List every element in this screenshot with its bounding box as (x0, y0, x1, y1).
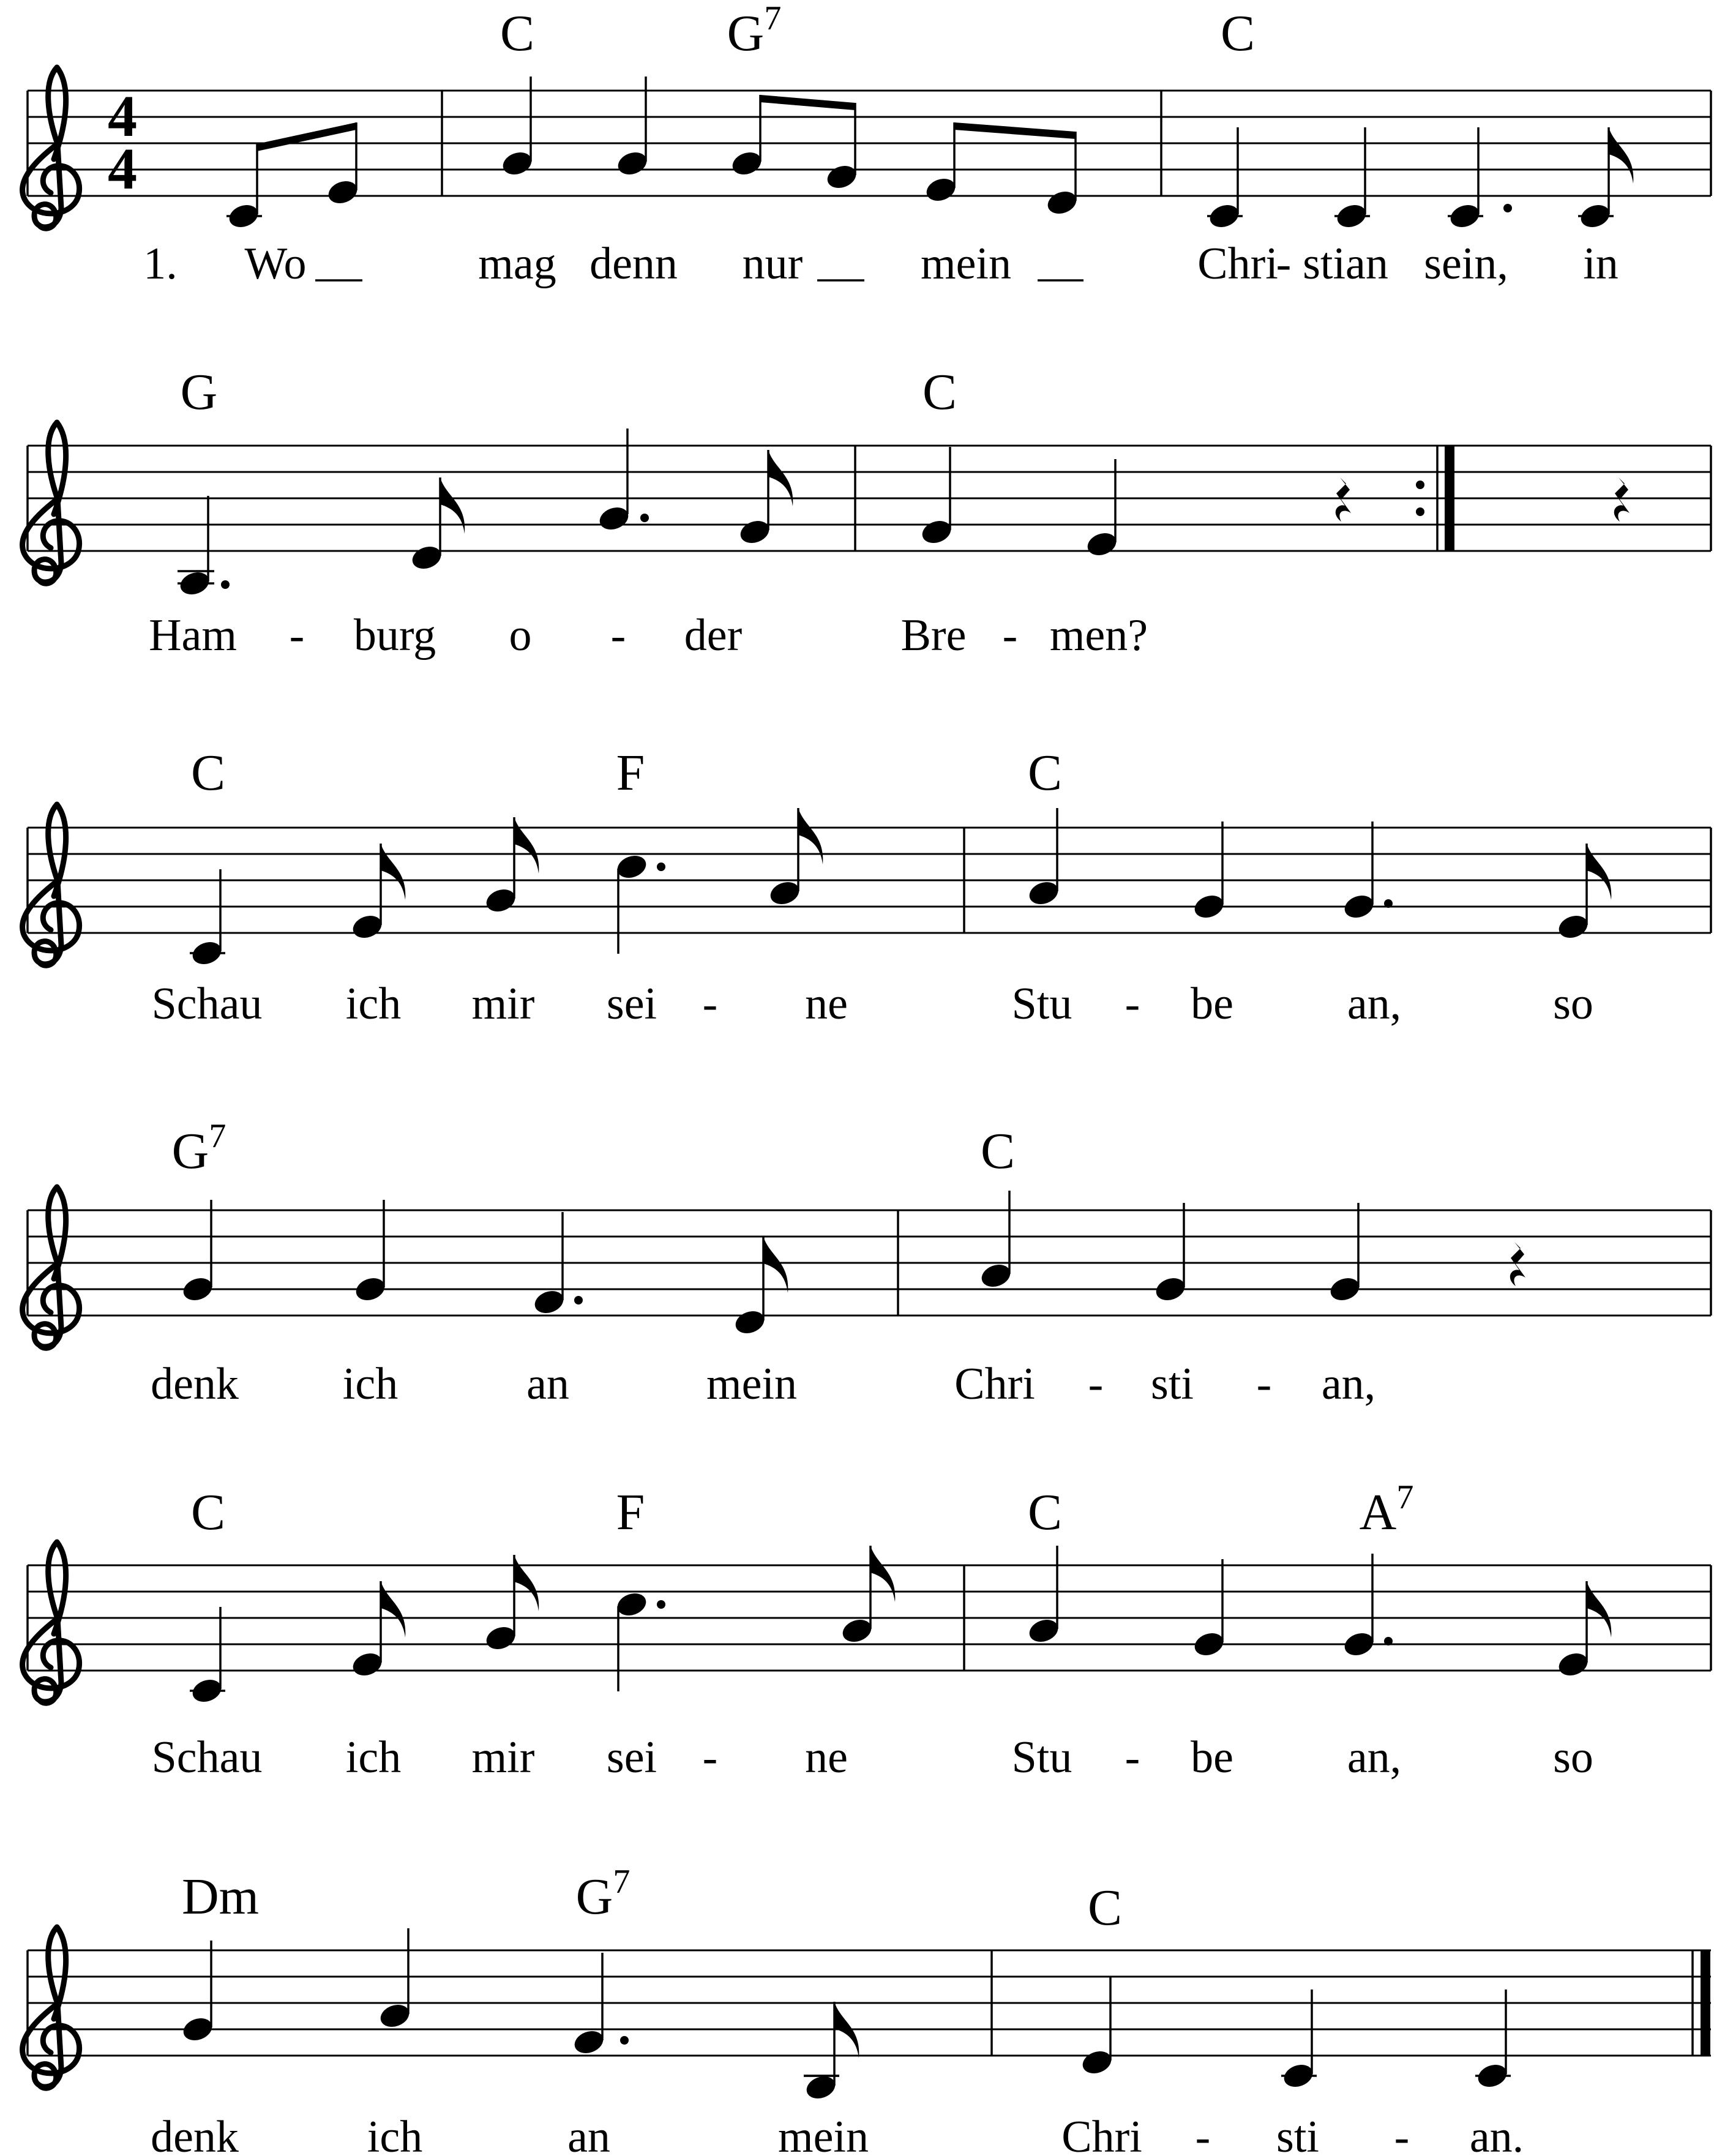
lyrics (152, 1732, 1593, 1783)
time-signature-numerator: 4 (108, 83, 137, 149)
lyric-syllable: - (1002, 610, 1018, 661)
note-head (615, 852, 649, 881)
note-head (1334, 201, 1369, 231)
lyric-syllable: Chri (954, 1359, 1035, 1409)
lyric-syllable: sein, (1424, 239, 1508, 289)
lyric-syllable: denk (151, 2112, 239, 2156)
staff-lines (28, 828, 1711, 933)
lyric-syllable: mir (471, 979, 535, 1029)
lyric-syllable: - (702, 1732, 718, 1783)
flag (870, 1546, 895, 1602)
dot (1503, 204, 1512, 212)
chord-symbols (182, 1863, 1122, 1936)
lyric-syllable: Wo (244, 239, 307, 289)
lyric-syllable: be (1191, 979, 1233, 1029)
note-head (181, 1275, 215, 1304)
note-head (1556, 912, 1591, 941)
lyric-syllable: - (1088, 1359, 1104, 1409)
lyric-syllable: der (684, 610, 743, 661)
lyric-syllable: mein (921, 239, 1011, 289)
chord-symbol: C (980, 1123, 1016, 1180)
lyric-syllable: Chri (1197, 239, 1278, 289)
note-head (1281, 2061, 1316, 2090)
staff-lines (28, 446, 1711, 551)
lyric-syllable: sti (1276, 2112, 1319, 2156)
lyrics (149, 610, 1148, 661)
lyrics (151, 1359, 1375, 1409)
note-head (924, 175, 959, 204)
chord-symbol: $G^7$ (727, 0, 782, 62)
note-head (1192, 892, 1227, 921)
chord-symbol: C (190, 1484, 226, 1541)
repeat-barline (1445, 446, 1454, 551)
note-head (804, 2073, 839, 2102)
chord-symbols (172, 1117, 1015, 1180)
lyric-syllable: burg (353, 610, 436, 661)
note-head (615, 149, 650, 178)
chord-symbol: C (1027, 1484, 1063, 1541)
notes (178, 429, 1711, 598)
note-head (350, 1650, 385, 1679)
note-head (1448, 201, 1483, 231)
note-head (181, 2015, 215, 2044)
note-head (410, 543, 444, 572)
flag (1609, 127, 1633, 184)
final-barline-thick (1701, 1950, 1710, 2056)
note-head (1342, 1630, 1377, 1659)
notes (226, 77, 1711, 231)
lyric-syllable: - (1394, 2112, 1410, 2156)
lyric-syllable: o (509, 610, 532, 661)
chord-symbol: $A^7$ (1359, 1478, 1414, 1541)
system-2 (23, 364, 1711, 661)
chord-symbol: C (1220, 5, 1256, 62)
note-head (825, 162, 859, 192)
note-head (1578, 201, 1613, 231)
chord-symbol: C (1027, 744, 1063, 801)
flag (1587, 1581, 1611, 1638)
note-head (350, 912, 385, 941)
note-head (597, 504, 632, 533)
note-head (378, 2001, 413, 2031)
lyric-syllable: mir (471, 1732, 535, 1783)
lyric-syllable: mein (706, 1359, 797, 1409)
system-5 (23, 1478, 1711, 1783)
note-head (1342, 892, 1377, 921)
lyric-syllable: sei (606, 979, 657, 1029)
lyric-syllable: an (526, 1359, 569, 1409)
note-head (326, 178, 361, 207)
lyric-syllable: - (610, 610, 626, 661)
note-head (1328, 1275, 1363, 1304)
system-4 (23, 1117, 1711, 1409)
lyric-syllable: ich (342, 1359, 399, 1409)
system-6 (23, 1863, 1711, 2156)
lyric-syllable: nur (742, 239, 803, 289)
repeat-dot (1416, 507, 1424, 516)
note-head (730, 149, 765, 178)
notes (181, 1928, 1710, 2102)
note-head (500, 149, 535, 178)
note-head (484, 1623, 518, 1653)
flag (514, 1555, 539, 1611)
chord-symbol: Dm (182, 1868, 259, 1925)
lyric-syllable: mein (778, 2112, 869, 2156)
lyric-syllable: Stu (1011, 979, 1072, 1029)
lyric-syllable: sti (1151, 1359, 1194, 1409)
notes (190, 1546, 1711, 1705)
note-head (1085, 530, 1120, 559)
flag (381, 844, 405, 900)
lyric-syllable: ich (345, 1732, 402, 1783)
lyric-syllable: Schau (151, 979, 263, 1029)
dot (574, 1296, 583, 1304)
lyric-syllable: Schau (151, 1732, 263, 1783)
lyric-syllable: ne (805, 979, 848, 1029)
note-head (178, 569, 212, 598)
lyric-syllable: - (1256, 1359, 1272, 1409)
dot (620, 2036, 629, 2045)
lyric-syllable: Bre (900, 610, 967, 661)
lyrics (152, 979, 1593, 1029)
lyric-syllable: - (289, 610, 305, 661)
note-head (1080, 2048, 1115, 2077)
time-signature-denominator: 4 (108, 136, 137, 201)
note-head (919, 517, 954, 547)
system-3 (23, 744, 1711, 1029)
dot (657, 1600, 665, 1609)
beam (257, 122, 356, 151)
flag (1587, 844, 1611, 900)
lyric-syllable: - (1276, 239, 1292, 289)
note-head (1192, 1630, 1227, 1659)
chord-symbol: F (616, 744, 645, 801)
lyric-syllable: stian (1303, 239, 1388, 289)
chord-symbol: C (922, 364, 957, 421)
lyric-syllable: denn (589, 239, 678, 289)
quarter-rest-icon (1510, 1242, 1525, 1286)
chord-symbols (181, 364, 957, 421)
dot (640, 514, 649, 522)
staff-lines (28, 1210, 1711, 1316)
lyric-syllable: Stu (1011, 1732, 1072, 1783)
lyrics (143, 239, 1619, 289)
note-head (226, 201, 261, 231)
note-head (190, 1676, 225, 1705)
beam (954, 122, 1076, 139)
note-head (768, 878, 803, 908)
lyrics (151, 2112, 1524, 2156)
chord-symbol: C (190, 744, 226, 801)
lyric-syllable: 1. (143, 239, 178, 289)
chord-symbol: G (180, 364, 218, 421)
note-head (1556, 1650, 1591, 1679)
note-head (1475, 2061, 1510, 2090)
note-head (484, 886, 518, 915)
repeat-dot (1416, 481, 1424, 489)
flag (381, 1581, 405, 1638)
note-head (1027, 878, 1061, 908)
lyric-syllable: - (1125, 979, 1140, 1029)
chord-symbols (191, 1478, 1413, 1541)
dot (657, 863, 665, 871)
note-head (738, 517, 773, 547)
chord-symbols (191, 744, 1062, 801)
note-head (1027, 1616, 1061, 1645)
flag (514, 817, 539, 874)
chord-symbol: $G^7$ (575, 1863, 631, 1925)
system-1 (23, 0, 1711, 289)
note-head (979, 1261, 1014, 1290)
lyric-syllable: men? (1049, 610, 1148, 661)
dot (1384, 1637, 1393, 1645)
chord-symbols (500, 0, 1255, 62)
lyric-syllable: in (1583, 239, 1619, 289)
lyric-syllable: an, (1347, 1732, 1402, 1783)
flag (798, 808, 823, 864)
chord-symbol: $G^7$ (171, 1117, 226, 1180)
chord-symbol: C (1087, 1879, 1123, 1936)
beam (760, 95, 855, 110)
lyric-syllable: an, (1347, 979, 1402, 1029)
lyric-syllable: sei (606, 1732, 657, 1783)
note-head (190, 938, 225, 968)
dot (221, 580, 230, 589)
lyric-syllable: ne (805, 1732, 848, 1783)
flag (763, 1237, 788, 1293)
note-head (532, 1287, 567, 1317)
quarter-rest-icon (1336, 477, 1351, 522)
lyric-syllable: Ham (149, 610, 237, 661)
lyric-syllable: - (702, 979, 718, 1029)
lyric-syllable: ich (367, 2112, 423, 2156)
note-head (1153, 1275, 1188, 1304)
chord-symbol: C (500, 5, 535, 62)
lyric-syllable: so (1553, 979, 1593, 1029)
lyric-syllable: an. (1469, 2112, 1524, 2156)
note-head (1045, 188, 1080, 217)
lyric-syllable: - (1125, 1732, 1140, 1783)
lyric-syllable: Chri (1061, 2112, 1142, 2156)
staff-lines (28, 1950, 1711, 2056)
note-head (840, 1616, 875, 1645)
lyric-syllable: mag (478, 239, 556, 289)
lyric-syllable: ich (345, 979, 402, 1029)
note-head (733, 1308, 768, 1337)
lyric-syllable: denk (151, 1359, 239, 1409)
staff-lines (28, 1565, 1711, 1671)
lyric-syllable: so (1553, 1732, 1593, 1783)
note-head (572, 2027, 607, 2057)
chord-symbol: F (616, 1484, 645, 1541)
note-head (353, 1275, 388, 1304)
note-head (1207, 201, 1242, 231)
lyric-syllable: an, (1321, 1359, 1376, 1409)
dot (1384, 899, 1393, 908)
quarter-rest-icon (1614, 477, 1630, 522)
notes (190, 808, 1711, 968)
lyric-syllable: - (1195, 2112, 1211, 2156)
lyric-syllable: be (1191, 1732, 1233, 1783)
lyric-syllable: an (567, 2112, 610, 2156)
note-head (615, 1590, 649, 1619)
